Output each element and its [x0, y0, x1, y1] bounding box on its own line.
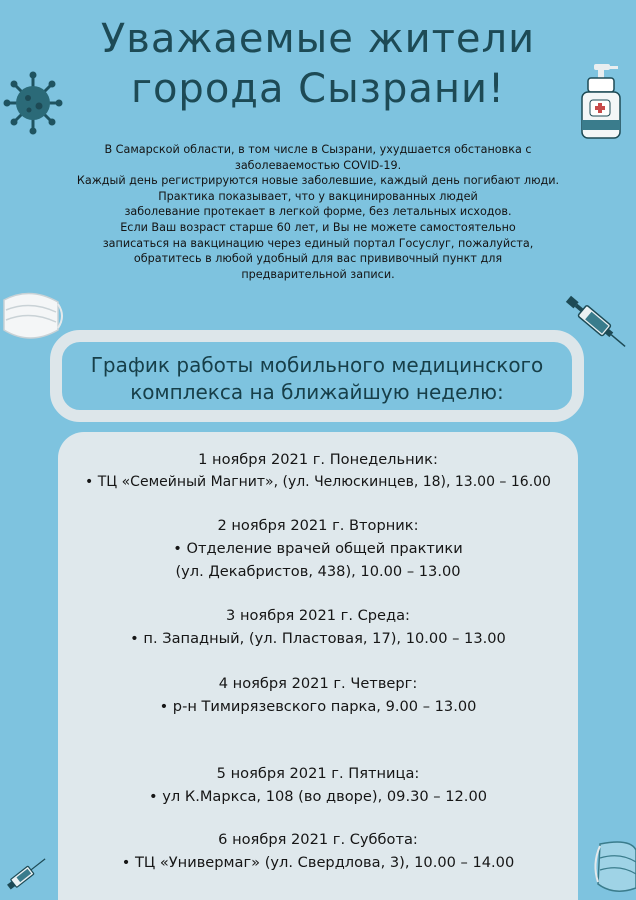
- schedule-location: • ТЦ «Семейный Магнит», (ул. Челюскинцев, 18), 13.00 – 16.00: [85, 474, 551, 490]
- schedule-heading-line-2: комплекса на ближайшую неделю:: [130, 380, 504, 404]
- schedule-location: (ул. Декабристов, 438), 10.00 – 13.00: [175, 563, 461, 580]
- intro-line: предварительной записи.: [241, 267, 395, 281]
- schedule-location: • р-н Тимирязевского парка, 9.00 – 13.00: [159, 698, 477, 715]
- title-line-2: города Сызрани!: [130, 66, 506, 112]
- schedule-heading-box: [50, 330, 584, 422]
- schedule-date: 4 ноября 2021 г. Четверг:: [218, 675, 418, 692]
- schedule-location: • ул К.Маркса, 108 (во дворе), 09.30 – 12.00: [148, 788, 488, 805]
- intro-line: Каждый день регистрируются новые заболевшие, каждый день погибают люди.: [76, 174, 560, 188]
- schedule-day-friday: [58, 762, 578, 808]
- blue-mask-icon: [590, 836, 636, 896]
- intro-line: В Самарской области, в том числе в Сызрани, ухудшается обстановка с: [104, 143, 532, 156]
- intro-text: [20, 142, 616, 282]
- schedule-location: • ТЦ «Универмаг» (ул. Свердлова, 3), 10.00 – 14.00: [121, 854, 515, 871]
- schedule-day-thursday: [58, 672, 578, 718]
- intro-line: Если Ваш возраст старше 60 лет, и Вы не можете самостоятельно: [120, 220, 516, 234]
- schedule-panel: [58, 432, 578, 900]
- schedule-date: 5 ноября 2021 г. Пятница:: [216, 765, 420, 782]
- schedule-heading: [62, 352, 572, 406]
- sanitizer-icon: [576, 62, 624, 142]
- schedule-date: 1 ноября 2021 г. Понедельник:: [198, 451, 438, 468]
- intro-line: заболеваемостью COVID-19.: [234, 158, 402, 172]
- virus-icon: [2, 70, 64, 136]
- page-title: [0, 14, 636, 114]
- schedule-day-wednesday: [58, 604, 578, 650]
- schedule-date: 2 ноября 2021 г. Вторник:: [217, 517, 419, 534]
- schedule-location: • Отделение врачей общей практики: [173, 540, 463, 557]
- schedule-day-monday: [58, 448, 578, 494]
- intro-line: записаться на вакцинацию через единый портал Госуслуг, пожалуйста,: [102, 236, 534, 250]
- schedule-location: • п. Западный, (ул. Пластовая, 17), 10.00 – 13.00: [130, 630, 506, 647]
- title-line-1: Уважаемые жители: [100, 16, 536, 62]
- schedule-date: 3 ноября 2021 г. Среда:: [226, 607, 410, 624]
- schedule-day-tuesday: [58, 514, 578, 583]
- schedule-heading-line-1: График работы мобильного медицинского: [90, 353, 544, 377]
- intro-line: обратитесь в любой удобный для вас прививочный пункт для: [133, 252, 503, 266]
- face-mask-icon: [0, 280, 64, 348]
- schedule-date: 6 ноября 2021 г. Суббота:: [218, 831, 418, 848]
- schedule-day-saturday: [58, 828, 578, 874]
- small-syringe-icon: [2, 852, 52, 894]
- intro-line: заболевание протекает в легкой форме, без летальных исходов.: [124, 205, 512, 219]
- intro-line: Практика показывает, что у вакцинированных людей: [158, 189, 478, 203]
